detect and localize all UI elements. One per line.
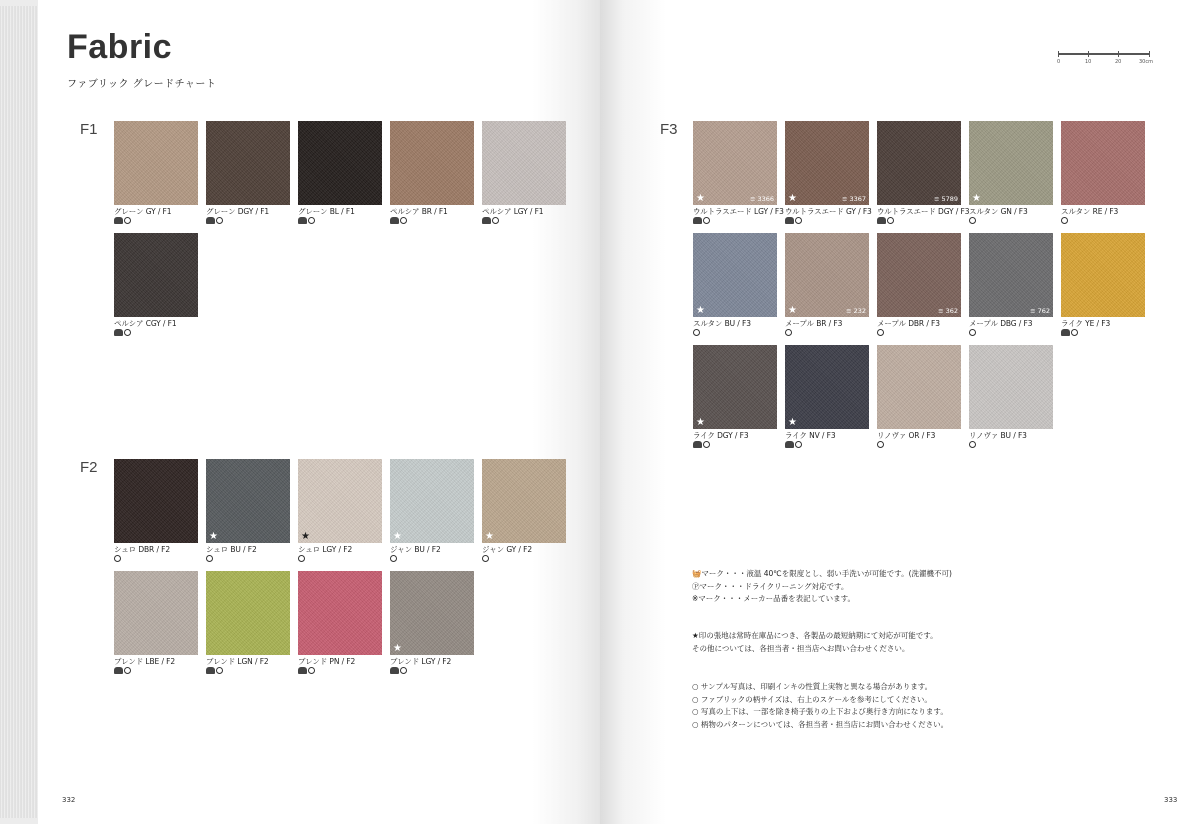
- fabric-name: ライク YE / F3: [1061, 319, 1111, 328]
- fabric-swatch-card: [877, 345, 961, 457]
- fabric-name: ペルシア BR / F1: [390, 207, 448, 216]
- stock-star-icon: ★: [209, 531, 218, 542]
- fabric-swatch-image: [482, 121, 566, 205]
- fabric-swatch-card: [114, 459, 198, 571]
- fabric-swatch-card: [693, 233, 777, 345]
- swatch-grid-f3: [693, 121, 1145, 457]
- stock-star-icon: ★: [696, 305, 705, 316]
- fabric-name: ウルトラスエード GY / F3: [785, 207, 872, 216]
- stock-star-icon: ★: [696, 193, 705, 204]
- fabric-swatch-image: [693, 345, 777, 429]
- fabric-name: ペルシア CGY / F1: [114, 319, 177, 328]
- notes-care-marks: [692, 568, 952, 606]
- dry-clean-icon: [1061, 217, 1068, 224]
- care-icons: [969, 441, 1053, 449]
- hand-wash-icon: [390, 217, 399, 224]
- fabric-swatch-card: [785, 121, 872, 233]
- fabric-swatch-card: [969, 121, 1053, 233]
- care-icons: [1061, 217, 1145, 225]
- note-line: ※マーク・・・メーカー品番を表記しています。: [692, 594, 856, 603]
- scale-tick: [1088, 51, 1089, 57]
- scale-tick: [1118, 51, 1119, 57]
- care-icons: [390, 217, 474, 225]
- stock-star-icon: ★: [788, 305, 797, 316]
- care-icons: [693, 441, 777, 449]
- fabric-swatch-image: [877, 121, 961, 205]
- care-icons: [877, 217, 961, 225]
- fabric-name: リノヴァ BU / F3: [969, 431, 1027, 440]
- scale-label: 0: [1057, 59, 1061, 65]
- note-line: ○ ファブリックの柄サイズは、右上のスケールを参考にしてください。: [692, 694, 932, 704]
- stock-star-icon: ★: [788, 193, 797, 204]
- fabric-name: メープル DBR / F3: [877, 319, 940, 328]
- fabric-name: メープル BR / F3: [785, 319, 843, 328]
- fabric-swatch-image: [114, 571, 198, 655]
- fabric-swatch-image: [482, 459, 566, 543]
- fabric-swatch-image: [877, 233, 961, 317]
- fabric-swatch-image: [206, 571, 290, 655]
- scale-bar: [1058, 53, 1150, 55]
- fabric-swatch-image: [785, 233, 869, 317]
- stock-star-icon: ★: [393, 643, 402, 654]
- fabric-name: ジャン BU / F2: [390, 545, 441, 554]
- fabric-swatch-card: [482, 121, 566, 233]
- dry-clean-icon: [969, 329, 976, 336]
- dry-clean-icon: [1071, 329, 1078, 336]
- maker-code: ≡ 3366: [749, 195, 774, 203]
- fabric-name: リノヴァ OR / F3: [877, 431, 936, 440]
- dry-clean-icon: [877, 441, 884, 448]
- fabric-swatch-card: [114, 121, 198, 233]
- fabric-name: グレーン DGY / F1: [206, 207, 270, 216]
- dry-clean-icon: [492, 217, 499, 224]
- fabric-name: スルタン BU / F3: [693, 319, 751, 328]
- dry-clean-icon: [785, 329, 792, 336]
- stock-star-icon: ★: [485, 531, 494, 542]
- swatch-grid-f2: [114, 459, 566, 683]
- hand-wash-icon: [114, 667, 123, 674]
- care-icons: [877, 441, 961, 449]
- hand-wash-icon: [390, 667, 399, 674]
- hand-wash-icon: [206, 217, 215, 224]
- care-icons: [785, 217, 869, 225]
- stock-star-icon: ★: [788, 417, 797, 428]
- fabric-swatch-image: [114, 121, 198, 205]
- note-line: 🧺マーク・・・液温 40℃を限度とし、弱い手洗いが可能です。(洗濯機不可): [692, 569, 952, 578]
- hand-wash-icon: [114, 217, 123, 224]
- care-icons: [482, 217, 566, 225]
- dry-clean-icon: [795, 217, 802, 224]
- care-icons: [114, 555, 198, 563]
- maker-code: ≡ 3367: [841, 195, 866, 203]
- care-icons: [298, 217, 382, 225]
- fabric-swatch-card: [1061, 121, 1145, 233]
- hand-wash-icon: [693, 441, 702, 448]
- fabric-swatch-card: [693, 345, 777, 457]
- fabric-swatch-image: [693, 121, 777, 205]
- page-subtitle: ファブリック グレードチャート: [67, 79, 217, 90]
- note-line: ○ 柄物のパターンについては、各担当者・担当店にお問い合わせください。: [692, 719, 949, 729]
- dry-clean-icon: [877, 329, 884, 336]
- dry-clean-icon: [703, 441, 710, 448]
- fabric-name: ブレンド LBE / F2: [114, 657, 176, 666]
- note-line: その他については、各担当者・担当店へお問い合わせください。: [692, 643, 910, 653]
- fabric-swatch-image: [114, 459, 198, 543]
- scale-label: 30cm: [1139, 59, 1153, 65]
- dry-clean-icon: [124, 329, 131, 336]
- fabric-swatch-image: [693, 233, 777, 317]
- note-line: ★印の張地は常時在庫品につき、各製品の最短納期にて対応が可能です。: [692, 631, 938, 640]
- fabric-name: シュロ DBR / F2: [114, 545, 171, 554]
- fabric-swatch-image: [298, 121, 382, 205]
- scale-tick: [1149, 51, 1150, 57]
- note-line: ○ 写真の上下は、一部を除き椅子張りの上下および奥行き方向になります。: [692, 707, 948, 716]
- dry-clean-icon: [308, 217, 315, 224]
- fabric-swatch-card: [693, 121, 784, 233]
- dry-clean-icon: [114, 555, 121, 562]
- dry-clean-icon: [298, 555, 305, 562]
- care-icons: [114, 329, 198, 337]
- care-icons: [693, 217, 777, 225]
- page-stack-edge: [0, 6, 42, 818]
- fabric-swatch-card: [877, 233, 961, 345]
- scale-label: 20: [1115, 59, 1122, 65]
- dry-clean-icon: [216, 667, 223, 674]
- dry-clean-icon: [969, 217, 976, 224]
- fabric-swatch-image: [785, 121, 869, 205]
- fabric-swatch-card: [114, 571, 198, 683]
- fabric-name: スルタン RE / F3: [1061, 207, 1119, 216]
- fabric-swatch-image: [390, 459, 474, 543]
- dry-clean-icon: [969, 441, 976, 448]
- dry-clean-icon: [400, 667, 407, 674]
- dry-clean-icon: [482, 555, 489, 562]
- hand-wash-icon: [877, 217, 886, 224]
- dry-clean-icon: [887, 217, 894, 224]
- fabric-swatch-card: [206, 459, 290, 571]
- stock-star-icon: ★: [972, 193, 981, 204]
- maker-code: ≡ 232: [846, 307, 866, 315]
- hand-wash-icon: [206, 667, 215, 674]
- note-line: ○ サンプル写真は、印刷インキの性質上実物と異なる場合があります。: [692, 682, 933, 691]
- fabric-swatch-image: [298, 571, 382, 655]
- scale-label: 10: [1085, 59, 1092, 65]
- dry-clean-icon: [124, 217, 131, 224]
- fabric-swatch-image: [114, 233, 198, 317]
- fabric-name: ウルトラスエード DGY / F3: [877, 207, 970, 216]
- fabric-swatch-image: [390, 121, 474, 205]
- hand-wash-icon: [785, 441, 794, 448]
- dry-clean-icon: [400, 217, 407, 224]
- fabric-swatch-card: [877, 121, 970, 233]
- fabric-name: ジャン GY / F2: [482, 545, 533, 554]
- care-icons: [114, 217, 198, 225]
- maker-code: ≡ 762: [1030, 307, 1050, 315]
- care-icons: [482, 555, 566, 563]
- fabric-swatch-card: [390, 571, 474, 683]
- fabric-swatch-card: [298, 571, 382, 683]
- grade-label-f1: F1: [80, 121, 98, 138]
- fabric-swatch-card: [482, 459, 566, 571]
- fabric-swatch-image: [877, 345, 961, 429]
- fabric-name: シュロ LGY / F2: [298, 545, 353, 554]
- hand-wash-icon: [298, 217, 307, 224]
- stock-star-icon: ★: [393, 531, 402, 542]
- fabric-name: ライク DGY / F3: [693, 431, 749, 440]
- fabric-swatch-card: [785, 345, 869, 457]
- pattern-scale: [1057, 53, 1153, 67]
- fabric-swatch-image: [206, 459, 290, 543]
- fabric-name: ライク NV / F3: [785, 431, 836, 440]
- dry-clean-icon: [124, 667, 131, 674]
- page-number-left: 332: [62, 796, 76, 804]
- fabric-name: ブレンド PN / F2: [298, 657, 356, 666]
- dry-clean-icon: [703, 217, 710, 224]
- hand-wash-icon: [482, 217, 491, 224]
- care-icons: [206, 217, 290, 225]
- fabric-swatch-card: [969, 233, 1053, 345]
- maker-code: ≡ 362: [938, 307, 958, 315]
- hand-wash-icon: [693, 217, 702, 224]
- care-icons: [206, 555, 290, 563]
- fabric-name: シュロ BU / F2: [206, 545, 257, 554]
- fabric-name: グレーン GY / F1: [114, 207, 172, 216]
- fabric-swatch-card: [969, 345, 1053, 457]
- dry-clean-icon: [308, 667, 315, 674]
- fabric-swatch-image: [1061, 121, 1145, 205]
- grade-label-f3: F3: [660, 121, 678, 138]
- hand-wash-icon: [114, 329, 123, 336]
- fabric-swatch-image: [298, 459, 382, 543]
- note-line: Ⓟマーク・・・ドライクリーニング対応です。: [692, 581, 849, 591]
- page-number-right: 333: [1164, 796, 1178, 804]
- fabric-swatch-card: [298, 459, 382, 571]
- fabric-name: スルタン GN / F3: [969, 207, 1028, 216]
- care-icons: [877, 329, 961, 337]
- fabric-swatch-card: [114, 233, 198, 345]
- notes-general: [692, 681, 948, 731]
- care-icons: [785, 329, 869, 337]
- care-icons: [390, 667, 474, 675]
- dry-clean-icon: [206, 555, 213, 562]
- fabric-name: ブレンド LGN / F2: [206, 657, 269, 666]
- dry-clean-icon: [795, 441, 802, 448]
- notes-stock: [692, 630, 938, 655]
- care-icons: [969, 217, 1053, 225]
- hand-wash-icon: [785, 217, 794, 224]
- fabric-name: メープル DBG / F3: [969, 319, 1033, 328]
- maker-code: ≡ 5789: [933, 195, 958, 203]
- fabric-swatch-image: [1061, 233, 1145, 317]
- hand-wash-icon: [1061, 329, 1070, 336]
- stock-star-icon: ★: [301, 531, 310, 542]
- page-title: Fabric: [67, 28, 173, 66]
- scale-tick: [1058, 51, 1059, 57]
- fabric-swatch-card: [206, 121, 290, 233]
- fabric-swatch-image: [969, 233, 1053, 317]
- fabric-swatch-image: [969, 121, 1053, 205]
- fabric-swatch-card: [1061, 233, 1145, 345]
- care-icons: [206, 667, 290, 675]
- grade-label-f2: F2: [80, 459, 98, 476]
- care-icons: [390, 555, 474, 563]
- fabric-swatch-image: [785, 345, 869, 429]
- dry-clean-icon: [216, 217, 223, 224]
- fabric-swatch-card: [298, 121, 382, 233]
- fabric-swatch-image: [969, 345, 1053, 429]
- stock-star-icon: ★: [696, 417, 705, 428]
- fabric-name: グレーン BL / F1: [298, 207, 355, 216]
- care-icons: [969, 329, 1053, 337]
- swatch-grid-f1: [114, 121, 566, 345]
- care-icons: [298, 667, 382, 675]
- hand-wash-icon: [298, 667, 307, 674]
- care-icons: [1061, 329, 1145, 337]
- fabric-name: ブレンド LGY / F2: [390, 657, 452, 666]
- care-icons: [298, 555, 382, 563]
- fabric-swatch-card: [390, 459, 474, 571]
- care-icons: [693, 329, 777, 337]
- dry-clean-icon: [390, 555, 397, 562]
- fabric-swatch-image: [390, 571, 474, 655]
- dry-clean-icon: [693, 329, 700, 336]
- fabric-swatch-card: [390, 121, 474, 233]
- fabric-swatch-card: [206, 571, 290, 683]
- fabric-name: ウルトラスエード LGY / F3: [693, 207, 784, 216]
- fabric-swatch-card: [785, 233, 869, 345]
- fabric-name: ペルシア LGY / F1: [482, 207, 544, 216]
- fabric-swatch-image: [206, 121, 290, 205]
- care-icons: [785, 441, 869, 449]
- care-icons: [114, 667, 198, 675]
